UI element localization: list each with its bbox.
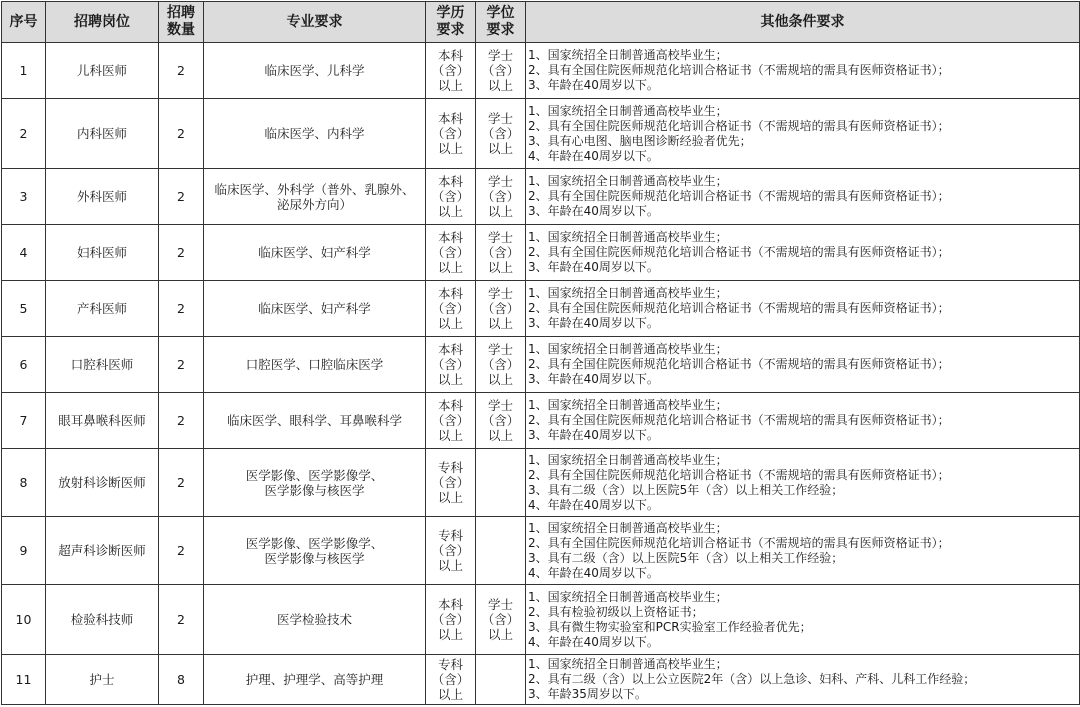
cell-seq: 10 <box>2 585 46 655</box>
cell-count: 2 <box>159 99 204 169</box>
cell-seq: 8 <box>2 449 46 517</box>
cell-count: 2 <box>159 517 204 585</box>
cell-seq: 11 <box>2 655 46 705</box>
cell-count: 8 <box>159 655 204 705</box>
cell-major: 护理、护理学、高等护理 <box>204 655 426 705</box>
table-row <box>2 43 1080 99</box>
cell-degree: 学士 （含） 以上 <box>476 393 526 449</box>
header-other: 其他条件要求 <box>526 2 1080 43</box>
cell-count: 2 <box>159 585 204 655</box>
cell-requirements: 1、国家统招全日制普通高校毕业生； 2、具有二级（含）以上公立医院2年（含）以上急诊、妇科、产科、儿科工作经验； 3、年龄35周岁以下。 <box>526 655 1080 705</box>
cell-count: 2 <box>159 225 204 281</box>
table-row <box>2 449 1080 517</box>
header-seq: 序号 <box>2 2 46 43</box>
cell-requirements: 1、国家统招全日制普通高校毕业生； 2、具有全国住院医师规范化培训合格证书（不需规培的需具有医师资格证书）； 3、年龄在40周岁以下。 <box>526 43 1080 99</box>
cell-education: 本科 （含） 以上 <box>426 337 476 393</box>
table-row <box>2 99 1080 169</box>
header-row <box>2 2 1080 43</box>
cell-position: 超声科诊断医师 <box>46 517 159 585</box>
cell-degree: 学士 （含） 以上 <box>476 337 526 393</box>
cell-degree <box>476 655 526 705</box>
cell-requirements: 1、国家统招全日制普通高校毕业生； 2、具有检验初级以上资格证书； 3、具有微生物实验室和PCR实验室工作经验者优先； 4、年龄在40周岁以下。 <box>526 585 1080 655</box>
cell-position: 外科医师 <box>46 169 159 225</box>
cell-degree: 学士 （含） 以上 <box>476 99 526 169</box>
cell-position: 口腔科医师 <box>46 337 159 393</box>
cell-major: 临床医学、妇产科学 <box>204 281 426 337</box>
cell-education: 本科 （含） 以上 <box>426 281 476 337</box>
cell-seq: 6 <box>2 337 46 393</box>
cell-education: 本科 （含） 以上 <box>426 99 476 169</box>
cell-requirements: 1、国家统招全日制普通高校毕业生； 2、具有全国住院医师规范化培训合格证书（不需规培的需具有医师资格证书）； 3、年龄在40周岁以下。 <box>526 393 1080 449</box>
cell-degree: 学士 （含） 以上 <box>476 585 526 655</box>
cell-seq: 4 <box>2 225 46 281</box>
cell-requirements: 1、国家统招全日制普通高校毕业生； 2、具有全国住院医师规范化培训合格证书（不需规培的需具有医师资格证书）； 3、具有心电图、脑电图诊断经验者优先； 4、年龄在40周岁以下。 <box>526 99 1080 169</box>
cell-degree: 学士 （含） 以上 <box>476 225 526 281</box>
cell-count: 2 <box>159 169 204 225</box>
cell-degree: 学士 （含） 以上 <box>476 169 526 225</box>
cell-requirements: 1、国家统招全日制普通高校毕业生； 2、具有全国住院医师规范化培训合格证书（不需规培的需具有医师资格证书）； 3、年龄在40周岁以下。 <box>526 225 1080 281</box>
cell-requirements: 1、国家统招全日制普通高校毕业生； 2、具有全国住院医师规范化培训合格证书（不需规培的需具有医师资格证书）； 3、具有二级（含）以上医院5年（含）以上相关工作经验； 4、年龄在40周岁以下。 <box>526 517 1080 585</box>
cell-position: 护士 <box>46 655 159 705</box>
table-row <box>2 585 1080 655</box>
cell-education: 本科 （含） 以上 <box>426 225 476 281</box>
table-row <box>2 393 1080 449</box>
cell-education: 本科 （含） 以上 <box>426 43 476 99</box>
table-row <box>2 517 1080 585</box>
cell-major: 医学影像、医学影像学、 医学影像与核医学 <box>204 449 426 517</box>
cell-major: 医学检验技术 <box>204 585 426 655</box>
cell-degree: 学士 （含） 以上 <box>476 43 526 99</box>
header-major: 专业要求 <box>204 2 426 43</box>
cell-position: 妇科医师 <box>46 225 159 281</box>
table-row <box>2 225 1080 281</box>
cell-seq: 3 <box>2 169 46 225</box>
table-row <box>2 169 1080 225</box>
cell-requirements: 1、国家统招全日制普通高校毕业生； 2、具有全国住院医师规范化培训合格证书（不需规培的需具有医师资格证书）； 3、具有二级（含）以上医院5年（含）以上相关工作经验； 4、年龄在40周岁以下。 <box>526 449 1080 517</box>
header-degree: 学位 要求 <box>476 2 526 43</box>
cell-seq: 1 <box>2 43 46 99</box>
cell-requirements: 1、国家统招全日制普通高校毕业生； 2、具有全国住院医师规范化培训合格证书（不需规培的需具有医师资格证书）； 3、年龄在40周岁以下。 <box>526 169 1080 225</box>
table-row <box>2 337 1080 393</box>
cell-position: 内科医师 <box>46 99 159 169</box>
cell-count: 2 <box>159 393 204 449</box>
cell-degree: 学士 （含） 以上 <box>476 281 526 337</box>
cell-seq: 5 <box>2 281 46 337</box>
cell-position: 放射科诊断医师 <box>46 449 159 517</box>
cell-count: 2 <box>159 337 204 393</box>
table-row <box>2 655 1080 705</box>
cell-position: 产科医师 <box>46 281 159 337</box>
recruitment-table <box>1 1 1080 705</box>
cell-major: 医学影像、医学影像学、 医学影像与核医学 <box>204 517 426 585</box>
cell-count: 2 <box>159 43 204 99</box>
cell-education: 本科 （含） 以上 <box>426 169 476 225</box>
cell-requirements: 1、国家统招全日制普通高校毕业生； 2、具有全国住院医师规范化培训合格证书（不需规培的需具有医师资格证书）； 3、年龄在40周岁以下。 <box>526 337 1080 393</box>
cell-count: 2 <box>159 281 204 337</box>
cell-degree <box>476 449 526 517</box>
cell-position: 眼耳鼻喉科医师 <box>46 393 159 449</box>
header-count: 招聘 数量 <box>159 2 204 43</box>
cell-major: 临床医学、内科学 <box>204 99 426 169</box>
cell-seq: 7 <box>2 393 46 449</box>
cell-degree <box>476 517 526 585</box>
cell-seq: 2 <box>2 99 46 169</box>
cell-education: 本科 （含） 以上 <box>426 585 476 655</box>
header-position: 招聘岗位 <box>46 2 159 43</box>
cell-major: 临床医学、外科学（普外、乳腺外、 泌尿外方向） <box>204 169 426 225</box>
cell-position: 检验科技师 <box>46 585 159 655</box>
cell-major: 口腔医学、口腔临床医学 <box>204 337 426 393</box>
cell-position: 儿科医师 <box>46 43 159 99</box>
cell-education: 专科 （含） 以上 <box>426 517 476 585</box>
header-education: 学历 要求 <box>426 2 476 43</box>
cell-major: 临床医学、妇产科学 <box>204 225 426 281</box>
cell-major: 临床医学、眼科学、耳鼻喉科学 <box>204 393 426 449</box>
cell-count: 2 <box>159 449 204 517</box>
table-row <box>2 281 1080 337</box>
cell-education: 专科 （含） 以上 <box>426 449 476 517</box>
cell-requirements: 1、国家统招全日制普通高校毕业生； 2、具有全国住院医师规范化培训合格证书（不需规培的需具有医师资格证书）； 3、年龄在40周岁以下。 <box>526 281 1080 337</box>
cell-major: 临床医学、儿科学 <box>204 43 426 99</box>
cell-education: 本科 （含） 以上 <box>426 393 476 449</box>
cell-education: 专科 （含） 以上 <box>426 655 476 705</box>
cell-seq: 9 <box>2 517 46 585</box>
